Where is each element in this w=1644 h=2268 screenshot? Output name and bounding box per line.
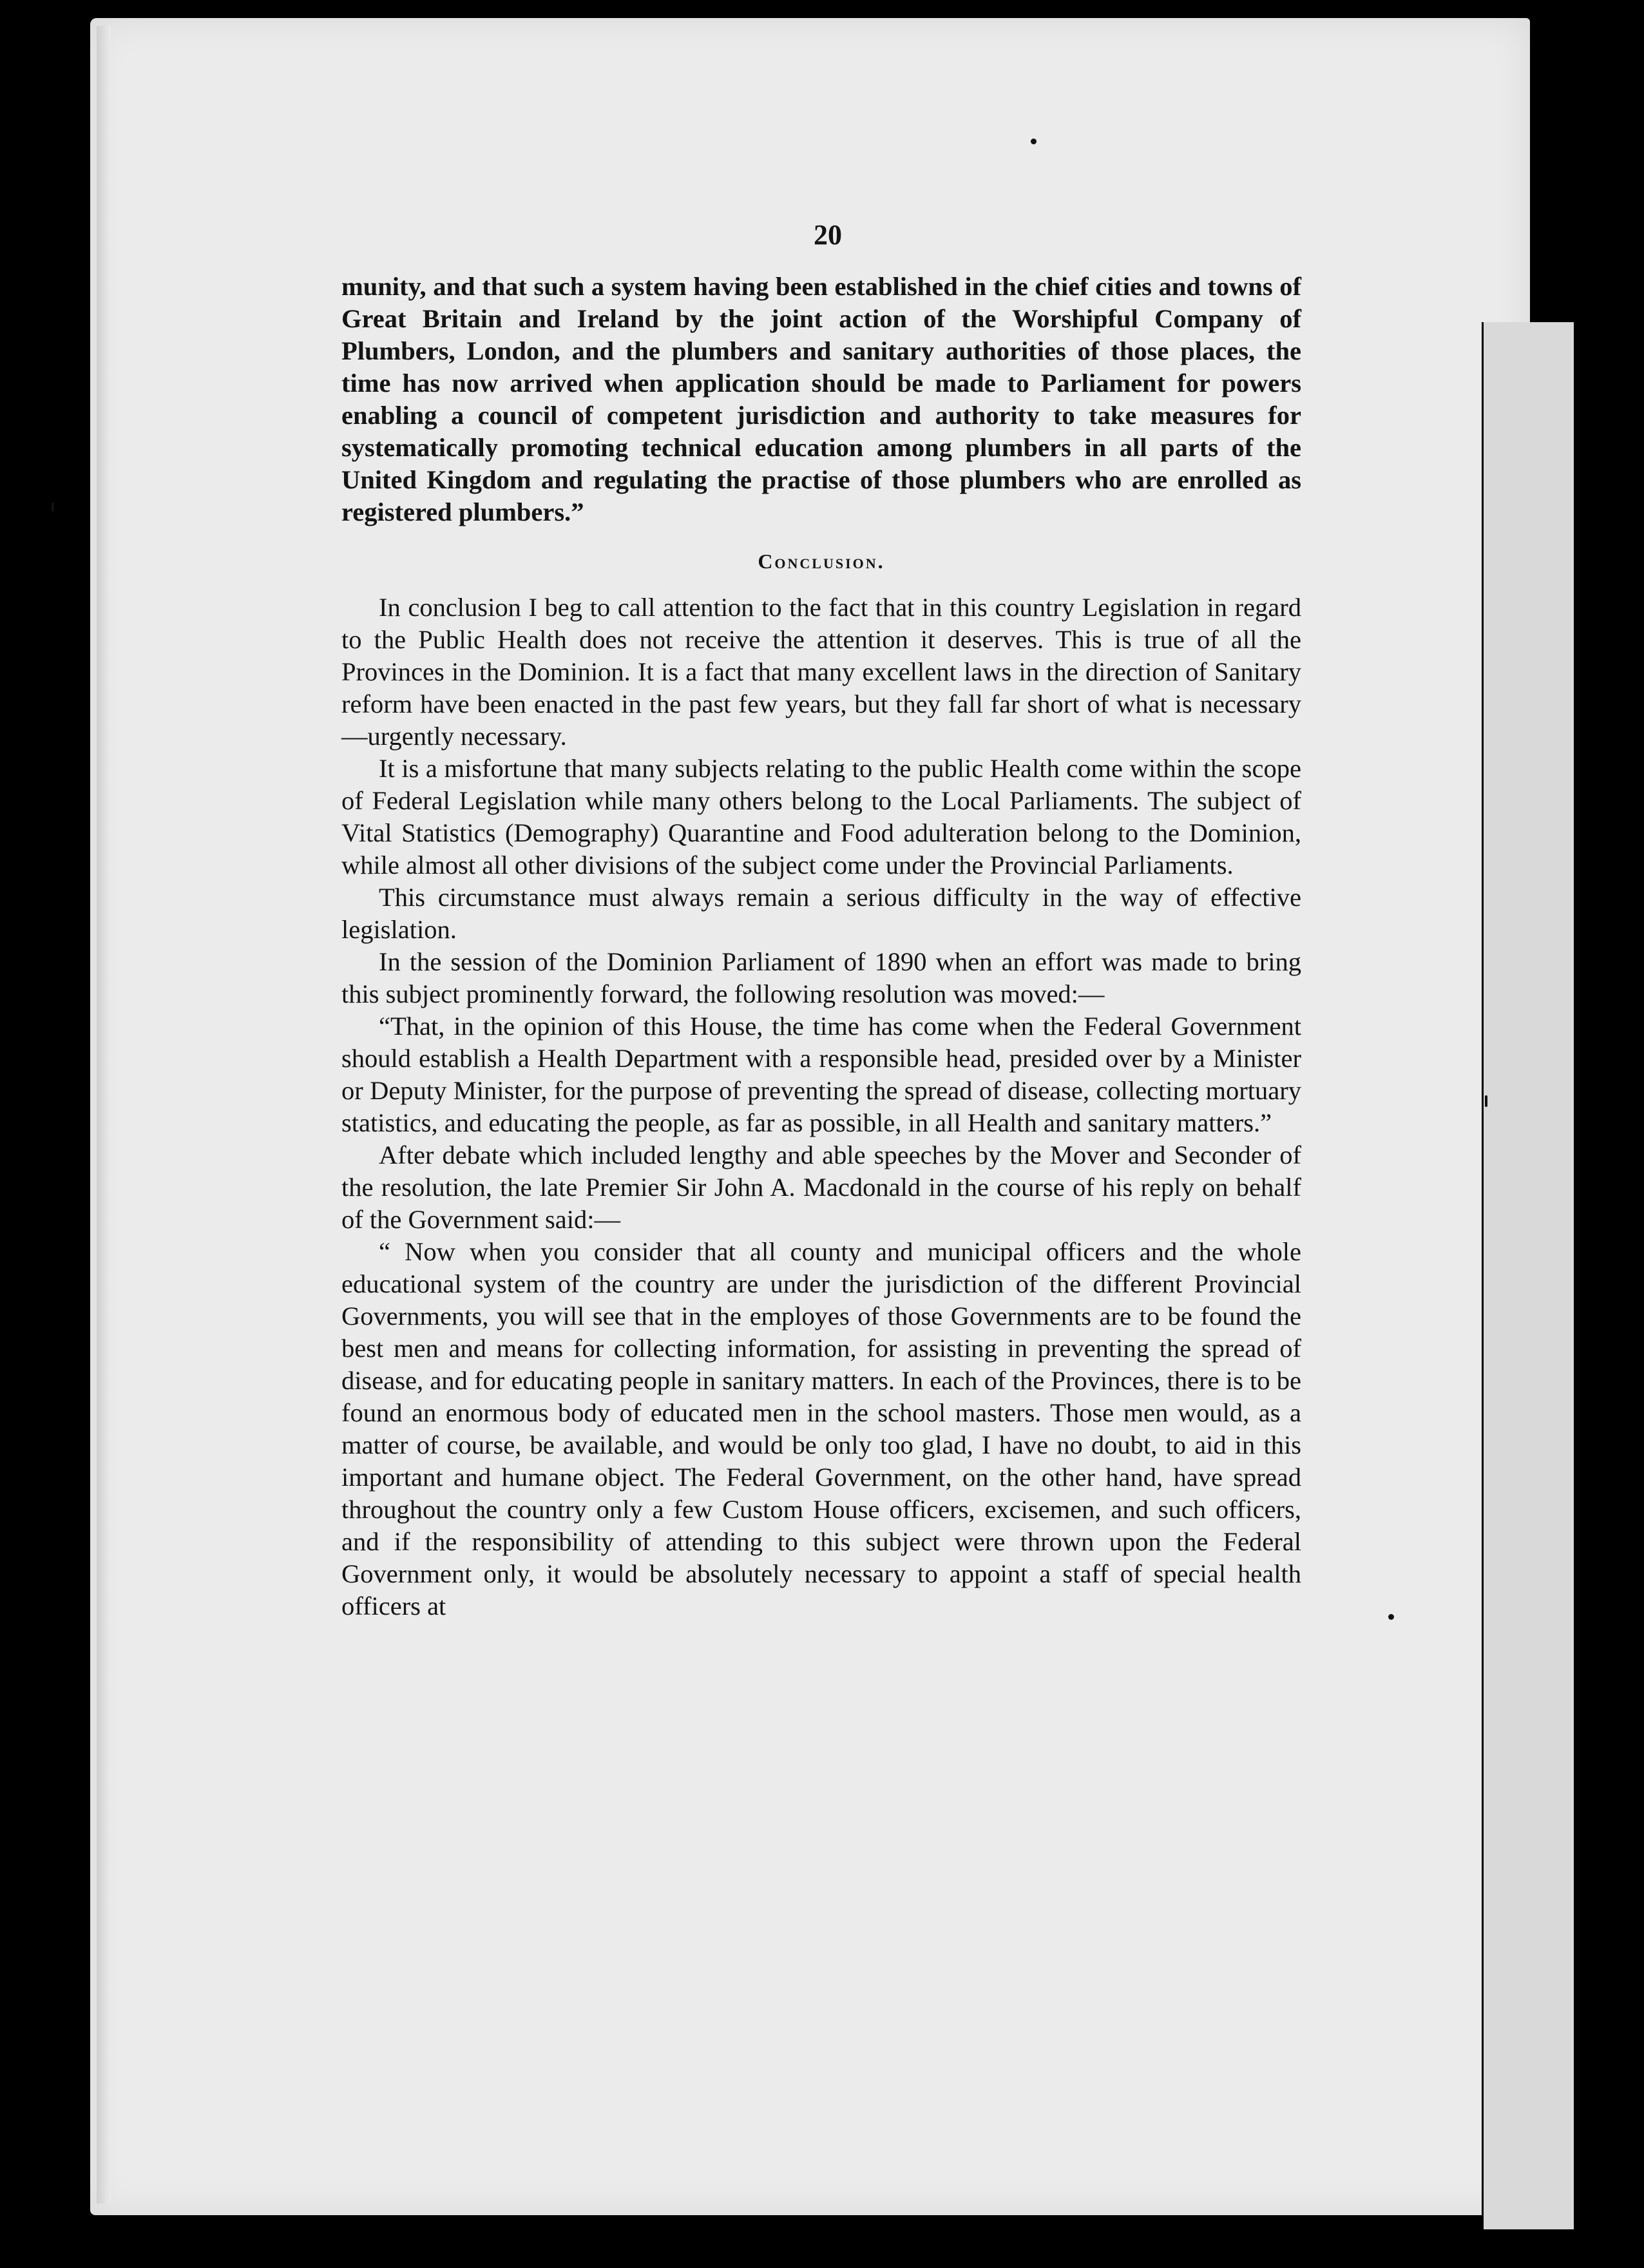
- scan-speck: [1388, 1614, 1394, 1620]
- paragraph-6: After debate which included lengthy and able speeches by the Mover and Seconder of the resolution, the late Premier Sir John A. Macdonald in the course of his reply on behalf of the Government said:—: [341, 1140, 1301, 1234]
- macdonald-quote: “ Now when you consider that all county and municipal officers and the whole educational system of the country are under the jurisdiction of the different Provincial Governments, you will see that in the employes of those Governments are to be found the best men and means for collecting information, for assisting in preventing the spread of disease, and for educating people in sanitary matters. In each of the Provinces, there is to be found an enormous body of educated men in the school masters. Those men would, as a matter of course, be available, and would be only too glad, I have no doubt, to aid in this important and humane object. The Federal Government, on the other hand, have spread throughout the country only a few Custom House officers, excisemen, and such officers, and if the responsibility of attending to this subject were thrown upon the Federal Government only, it would be absolutely necessary to appoint a staff of special health officers at: [341, 1237, 1301, 1620]
- binding-edge: [97, 26, 111, 2204]
- section-heading: Conclusion.: [758, 550, 885, 573]
- page-body: [341, 219, 1301, 1622]
- scan-speck: [52, 503, 54, 512]
- paragraph-1: In conclusion I beg to call attention to the fact that in this country Legislation in regard to the Public Health does not receive the attention it deserves. This is true of all the Provinces in the Dominion. It is a fact that many excellent laws in the direction of Sanitary reform have been enacted in the past few years, but they fall far short of what is necessary—urgently necessary.: [341, 593, 1301, 751]
- page-number: 20: [814, 219, 842, 251]
- scan-speck: [1031, 139, 1037, 144]
- paragraph-2: It is a misfortune that many subjects relating to the public Health come within the scope of Federal Legislation while many others belong to the Local Parliaments. The subject of Vital Statistics (Demography) Quarantine and Food adulteration belong to the Dominion, while almost all other divisions of the subject come under the Provincial Parliaments.: [341, 754, 1301, 879]
- paragraph-4: In the session of the Dominion Parliament of 1890 when an effort was made to bring this subject prominently forward, the following resolution was moved:—: [341, 947, 1301, 1008]
- resolution-quote: “That, in the opinion of this House, the time has come when the Federal Government should establish a Health Department with a responsible head, presided over by a Minister or Deputy Minister, for the purpose of preventing the spread of disease, collecting mortuary statistics, and educating the people, as far as possible, in all Health and sanitary matters.”: [341, 1012, 1301, 1137]
- scan-speck: [1485, 1095, 1487, 1107]
- underlying-sheet: [1482, 322, 1574, 2229]
- opening-paragraph: munity, and that such a system having been established in the chief cities and towns of Great Britain and Ireland by the joint action of the Worshipful Company of Plumbers, London, and the plumbers and sanitary authorities of those places, the time has now arrived when application should be made to Parliament for powers enabling a council of competent jurisdiction and authority to take measures for systematically promoting technical education among plumbers in all parts of the United Kingdom and regulating the practise of those plumbers who are enrolled as registered plumbers.”: [341, 272, 1301, 526]
- paragraph-3: This circumstance must always remain a serious difficulty in the way of effective legislation.: [341, 883, 1301, 944]
